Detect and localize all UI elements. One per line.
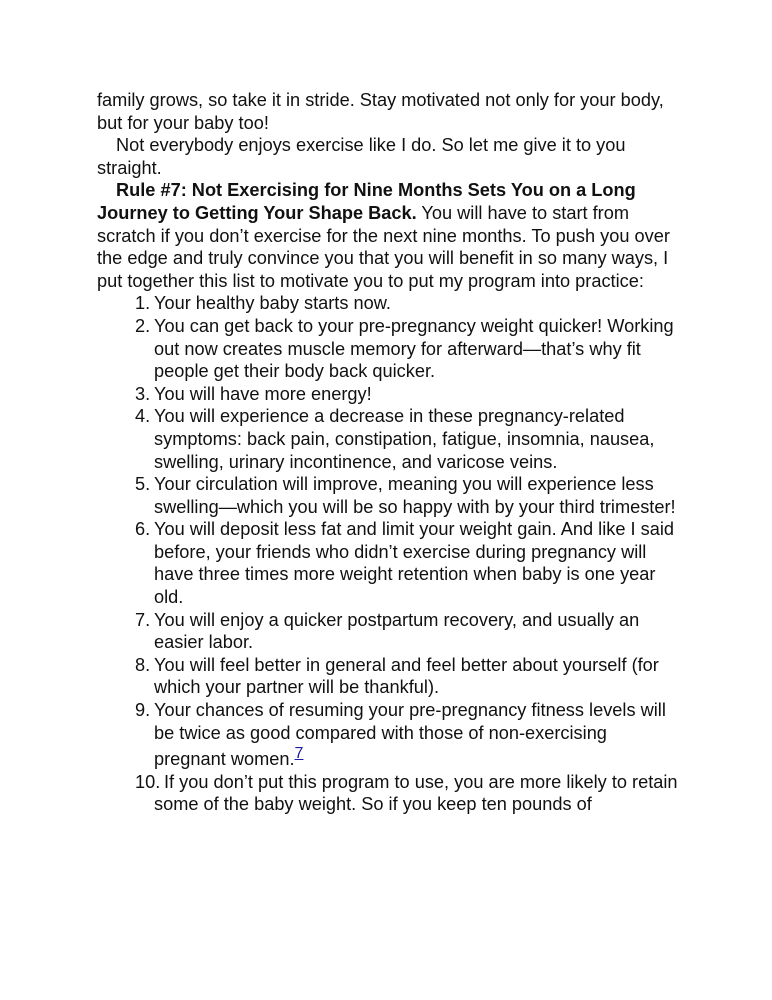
list-number: 1. (135, 293, 151, 314)
list-number: 10. (135, 771, 161, 792)
list-number: 7. (135, 609, 151, 630)
list-number: 2. (135, 315, 151, 336)
list-number: 8. (135, 654, 151, 675)
list-number: 3. (135, 383, 151, 404)
list-number: 5. (135, 474, 151, 495)
list-number: 6. (135, 519, 151, 540)
footnote-line (154, 744, 303, 771)
list-text-end: pregnant women. (154, 749, 295, 770)
list-number: 9. (135, 700, 151, 721)
list-item (135, 292, 687, 315)
book-page-text (97, 89, 687, 816)
list-item (135, 473, 687, 518)
list-text: Your healthy baby starts now. (154, 293, 391, 314)
list-text: You can get back to your pre-pregnancy weight quicker! Working out now creates muscle memory for afterward—that’s why fit people get their body back quicker. (154, 315, 674, 382)
list-text: You will enjoy a quicker postpartum recovery, and usually an easier labor. (154, 609, 640, 653)
list-item (135, 405, 687, 473)
list-item (135, 518, 687, 608)
list-number: 4. (135, 406, 151, 427)
list-text: You will deposit less fat and limit your weight gain. And like I said before, your friends who didn’t exercise during pregnancy will have three times more weight retention when baby is one year old. (154, 519, 674, 608)
list-text: Your circulation will improve, meaning you will experience less swelling—which you will be so happy with by your third trimester! (154, 474, 676, 517)
benefits-list (97, 292, 687, 816)
paragraph-exercise-intro: Not everybody enjoys exercise like I do. So let me give it to you straight. (97, 135, 626, 178)
list-item (135, 315, 687, 383)
rule-heading: Rule #7: Not Exercising for Nine Months Sets You on a Long Journey to Getting Your Shape Back. (97, 180, 636, 223)
list-text: If you don’t put this program to use, you are more likely to retain some of the baby weight. So if you keep ten pounds of (154, 771, 678, 815)
list-item (135, 699, 687, 771)
list-item (135, 609, 687, 654)
list-text: You will feel better in general and feel better about yourself (for which your partner will be thankful). (154, 654, 659, 698)
list-text: Your chances of resuming your pre-pregnancy fitness levels will be twice as good compared with those of non-exercising (154, 700, 666, 743)
list-text: You will experience a decrease in these pregnancy-related symptoms: back pain, constipation, fatigue, insomnia, nausea, swelling, urinary incontinence, and varicose veins. (154, 406, 655, 472)
paragraph-continuation: family grows, so take it in stride. Stay motivated not only for your body, but for your baby too! (97, 90, 664, 133)
list-text: You will have more energy! (154, 383, 372, 404)
list-item (135, 771, 687, 816)
list-item (135, 654, 687, 699)
rule-body: You will have to start from scratch if you don’t exercise for the next nine months. To push you over the edge and truly convince you that you will benefit in so many ways, I put together this list to motivate you to put my program into practice: (97, 202, 670, 291)
list-item (135, 383, 687, 406)
footnote-link[interactable]: 7 (294, 745, 304, 763)
paragraph-rule-7 (97, 179, 687, 292)
